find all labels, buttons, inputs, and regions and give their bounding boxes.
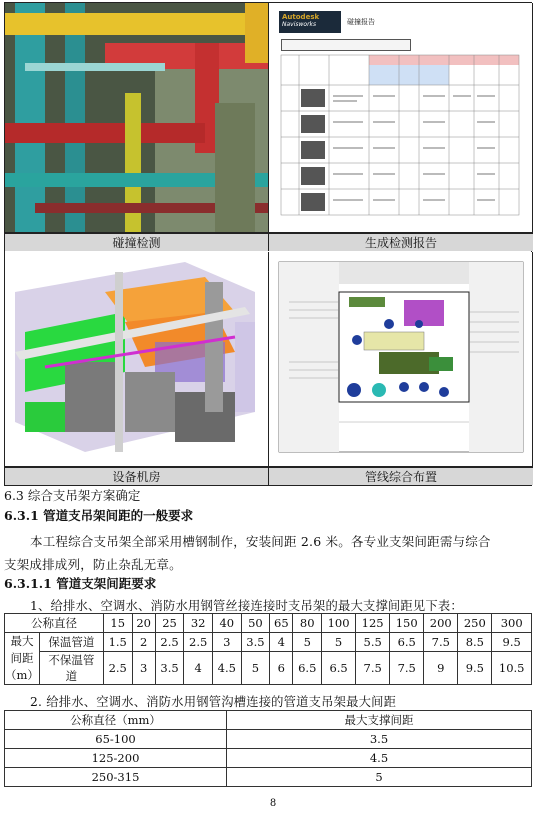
table-cell: 6.5 (390, 633, 424, 652)
diameter-header: 公称直径 (5, 614, 104, 633)
table-cell: 7.5 (390, 652, 424, 685)
table-row (5, 652, 532, 685)
clash-report-image (269, 3, 533, 233)
table-header: 公称直径（mm） (5, 711, 227, 730)
diameter-cell: 100 (322, 614, 356, 633)
table-row (5, 730, 532, 749)
table-cell: 6.5 (293, 652, 322, 685)
diameter-cell: 250 (458, 614, 492, 633)
diameter-cell: 15 (103, 614, 132, 633)
diameter-cell: 25 (155, 614, 184, 633)
table-cell: 9.5 (458, 652, 492, 685)
uninsulated-label-line: 不保温管 (48, 653, 95, 667)
item-2-text: 2. 给排水、空调水、消防水用钢管沟槽连接的管道支吊架最大间距 (30, 695, 397, 709)
insulated-label: 保温管道 (39, 633, 103, 652)
table-cell: 9 (424, 652, 458, 685)
paragraph-line-2: 支架成排成列，防止杂乱无章。 (4, 557, 182, 572)
max-spacing-label-line: 最大 (10, 634, 34, 648)
caption-pipeline-layout: 管线综合布置 (269, 467, 533, 485)
table-cell: 4 (270, 633, 293, 652)
table-cell: 3.5 (227, 730, 532, 749)
table-cell: 5 (293, 633, 322, 652)
table-row (5, 633, 532, 652)
uninsulated-label-line: 道 (65, 669, 78, 683)
report-title: 碰撞报告 (347, 18, 375, 26)
report-table-graphic (269, 3, 533, 233)
diameter-cell: 150 (390, 614, 424, 633)
table-cell: 2.5 (155, 633, 184, 652)
section-6-3-heading: 6.3 综合支吊架方案确定 (4, 488, 141, 503)
equipment-room-render (5, 252, 269, 467)
caption-equipment-room: 设备机房 (5, 467, 269, 485)
table-cell: 4 (184, 652, 213, 685)
section-6-3-1-1-heading: 6.3.1.1 管道支架间距要求 (4, 576, 157, 591)
pipeline-layout-image (269, 252, 533, 467)
table-cell: 2 (132, 633, 155, 652)
table-cell: 9.5 (492, 633, 532, 652)
table-cell: 5 (241, 652, 270, 685)
caption-clash-detection: 碰撞检测 (5, 233, 269, 251)
table-cell: 4.5 (212, 652, 241, 685)
table-cell: 2.5 (103, 652, 132, 685)
diameter-cell: 40 (212, 614, 241, 633)
table-cell: 1.5 (103, 633, 132, 652)
table-cell: 5.5 (356, 633, 390, 652)
threaded-pipe-spacing-table (4, 613, 532, 685)
diameter-cell: 50 (241, 614, 270, 633)
table-cell: 65-100 (5, 730, 227, 749)
table-cell: 2.5 (184, 633, 213, 652)
diameter-cell: 80 (293, 614, 322, 633)
item-1-text: 1、给排水、空调水、消防水用钢管丝接连接时支吊架的最大支撑间距见下表： (30, 599, 463, 613)
page-number: 8 (269, 798, 277, 809)
table-cell: 3.5 (155, 652, 184, 685)
table-cell: 3 (132, 652, 155, 685)
paragraph-line-1: 本工程综合支吊架全部采用槽钢制作，安装间距 2.6 米。各专业支架间距需与综合 (30, 534, 491, 549)
table-header: 最大支撑间距 (227, 711, 532, 730)
table-cell: 125-200 (5, 749, 227, 768)
section-6-3-1-heading: 6.3.1 管道支吊架间距的一般要求 (4, 508, 194, 523)
table-cell: 6.5 (322, 652, 356, 685)
caption-clash-report: 生成检测报告 (269, 233, 533, 251)
table-cell: 4.5 (227, 749, 532, 768)
table-cell: 3 (212, 633, 241, 652)
diameter-cell: 125 (356, 614, 390, 633)
figure-grid (4, 2, 532, 486)
table-row (5, 711, 532, 730)
pipeline-section-drawing (269, 252, 533, 467)
pipe-render-graphic (5, 3, 269, 233)
grooved-pipe-spacing-table (4, 710, 532, 787)
logo-brand-text: Autodesk (282, 13, 320, 21)
table-cell: 10.5 (492, 652, 532, 685)
table-cell: 7.5 (424, 633, 458, 652)
max-spacing-label-line: 间距 (10, 651, 34, 665)
table-cell: 6 (270, 652, 293, 685)
table-cell: 5 (227, 768, 532, 787)
max-spacing-label-line: （m） (5, 668, 39, 682)
table-row (5, 768, 532, 787)
table-cell: 5 (322, 633, 356, 652)
clash-detection-image (5, 3, 269, 233)
max-spacing-label (5, 633, 40, 685)
table-row (5, 614, 532, 633)
diameter-cell: 65 (270, 614, 293, 633)
logo-product-text: Navisworks (282, 21, 317, 28)
table-cell: 3.5 (241, 633, 270, 652)
diameter-cell: 200 (424, 614, 458, 633)
diameter-cell: 300 (492, 614, 532, 633)
equipment-room-image (5, 252, 269, 467)
uninsulated-label (39, 652, 103, 685)
diameter-cell: 32 (184, 614, 213, 633)
table-row (5, 749, 532, 768)
table-cell: 8.5 (458, 633, 492, 652)
diameter-cell: 20 (132, 614, 155, 633)
table-cell: 250-315 (5, 768, 227, 787)
table-cell: 7.5 (356, 652, 390, 685)
